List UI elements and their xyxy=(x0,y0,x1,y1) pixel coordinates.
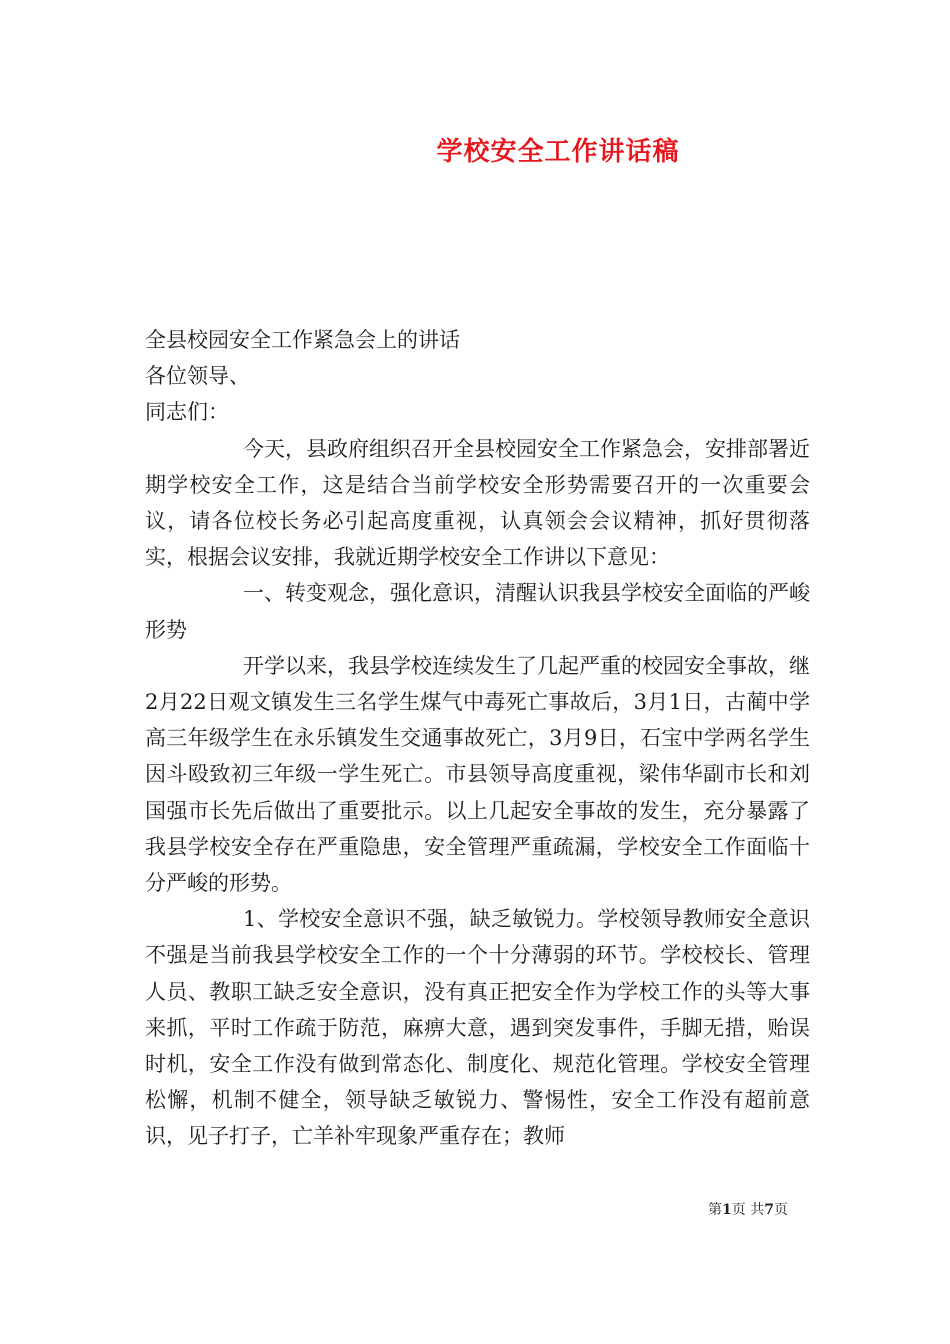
paragraph-incidents: 开学以来，我县学校连续发生了几起严重的校园安全事故，继2月22日观文镇发生三名学生煤气中毒死亡事故后，3月1日，古蔺中学高三年级学生在永乐镇发生交通事故死亡，3月9日，石宝中学两名学生因斗殴致初三年级一学生死亡。市县领导高度重视，梁伟华副市长和刘国强市长先后做出了重要批示。以上几起安全事故的发生，充分暴露了我县学校安全存在严重隐患，安全管理严重疏漏，学校安全工作面临十分严峻的形势。 xyxy=(145,653,810,896)
footer-current-page: 1 xyxy=(722,1202,732,1218)
paragraph-intro: 今天，县政府组织召开全县校园安全工作紧急会，安排部署近期学校安全工作，这是结合当前学校安全形势需要召开的一次重要会议，请各位校长务必引起高度重视，认真领会会议精神，抓好贯彻落实，根据会议安排，我就近期学校安全工作讲以下意见： xyxy=(145,436,810,570)
footer-total-pages: 7 xyxy=(764,1202,774,1218)
footer-prefix: 第 xyxy=(708,1202,723,1218)
speech-subtitle: 全县校园安全工作紧急会上的讲话 xyxy=(145,328,460,352)
paragraph-point-1: 1、学校安全意识不强，缺乏敏锐力。学校领导教师安全意识不强是当前我县学校安全工作的一个十分薄弱的环节。学校校长、管理人员、教职工缺乏安全意识，没有真正把安全作为学校工作的头等大事来抓，平时工作疏于防范，麻痹大意，遇到突发事件，手脚无措，贻误时机，安全工作没有做到常态化、制度化、规范化管理。学校安全管理松懈，机制不健全，领导缺乏敏锐力、警惕性，安全工作没有超前意识，见子打子，亡羊补牢现象严重存在；教师 xyxy=(145,907,810,1149)
salutation-leaders: 各位领导、 xyxy=(145,364,250,389)
page-footer xyxy=(708,1200,788,1220)
footer-middle: 页 共 xyxy=(731,1202,765,1218)
footer-suffix: 页 xyxy=(774,1202,788,1218)
document-title: 学校安全工作讲话稿 xyxy=(436,137,680,167)
document-body xyxy=(145,322,810,1155)
section-heading-1: 一、转变观念，强化意识，清醒认识我县学校安全面临的严峻形势 xyxy=(145,581,810,642)
salutation-comrades: 同志们： xyxy=(145,400,229,425)
